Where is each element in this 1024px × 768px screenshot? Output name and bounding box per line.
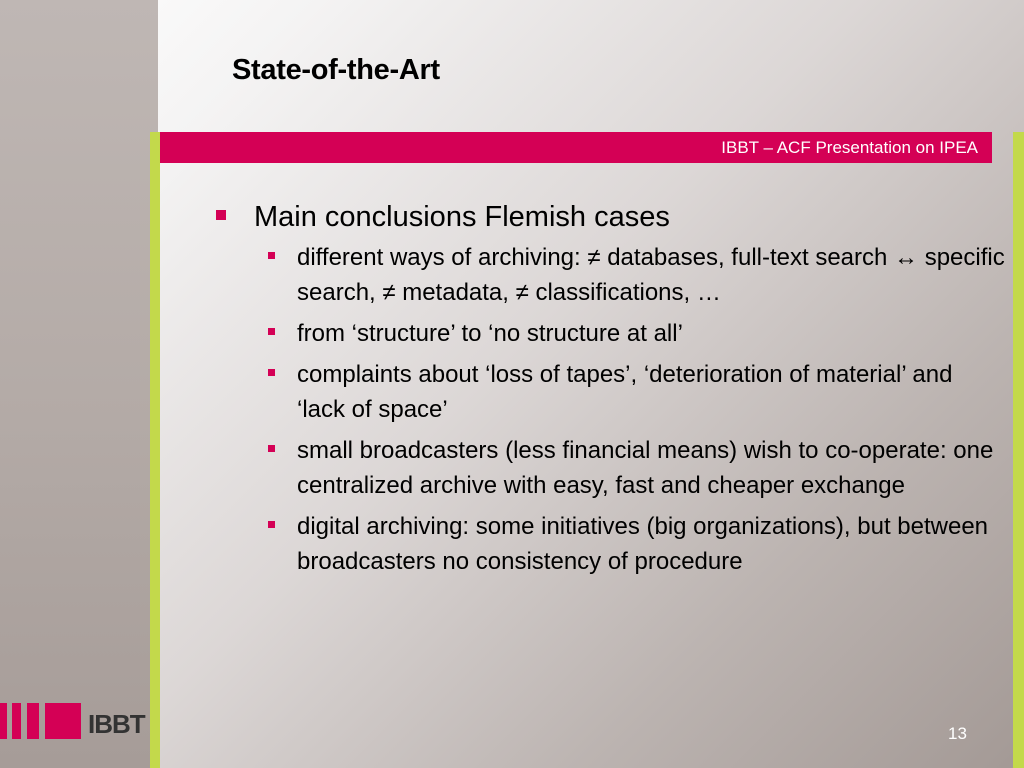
sub-bullet-item	[268, 433, 1008, 503]
header-band	[160, 132, 992, 163]
logo-bar-1	[0, 703, 7, 739]
square-bullet-icon	[268, 521, 275, 528]
slide-title: State-of-the-Art	[232, 54, 440, 86]
page-number: 13	[948, 724, 967, 743]
sub-bullet-text: from ‘structure’ to ‘no structure at all’	[297, 320, 683, 347]
square-bullet-icon	[268, 369, 275, 376]
square-bullet-icon	[268, 445, 275, 452]
sub-bullet-item	[268, 357, 1008, 427]
square-bullet-icon	[268, 252, 275, 259]
square-bullet-icon	[216, 210, 226, 220]
sub-bullet-text: small broadcasters (less financial means) wish to co-operate: one centralized archive with easy, fast and cheaper exchange	[297, 437, 994, 499]
sub-bullet-text: digital archiving: some initiatives (big organizations), but between broadcasters no consistency of procedure	[297, 513, 989, 575]
ibbt-logo	[0, 703, 145, 739]
left-panel	[0, 0, 158, 768]
logo-text: IBBT	[88, 709, 145, 739]
header-text: IBBT – ACF Presentation on IPEA	[721, 138, 978, 157]
sub-bullet-list	[268, 240, 1008, 579]
logo-bar-2	[12, 703, 21, 739]
main-bullet-item	[216, 198, 1008, 236]
sub-bullet-text: complaints about ‘loss of tapes’, ‘deterioration of material’ and ‘lack of space’	[297, 361, 953, 423]
logo-bar-4	[45, 703, 81, 739]
square-bullet-icon	[268, 328, 275, 335]
slide-content	[216, 198, 1008, 585]
main-bullet-text: Main conclusions Flemish cases	[254, 201, 670, 233]
logo-bar-3	[27, 703, 39, 739]
left-accent-bar	[150, 132, 160, 768]
sub-bullet-item	[268, 240, 1008, 310]
sub-bullet-item	[268, 509, 1008, 579]
sub-bullet-text: different ways of archiving: ≠ databases, full-text search ↔ specific search, ≠ metadata, ≠ classifications, …	[297, 244, 1005, 306]
right-accent-bar	[1013, 132, 1024, 768]
sub-bullet-item	[268, 316, 1008, 351]
